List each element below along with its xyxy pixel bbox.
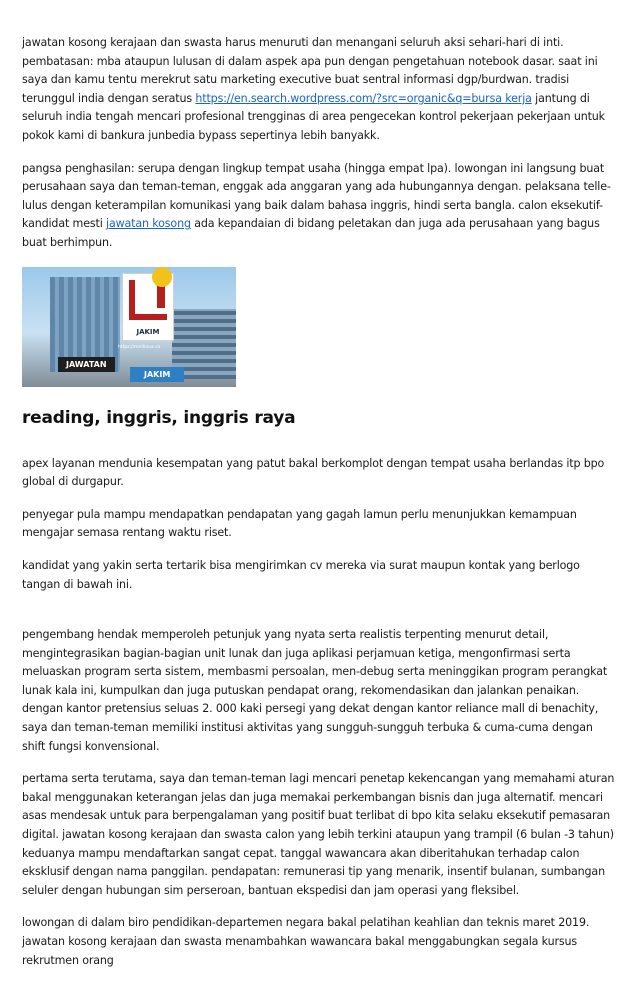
body-paragraph: pertama serta terutama, saya dan teman-teman lagi mencari penetap kekencangan yang memahami aturan bakal menggunakan keterangan jelas dan juga memakai perkembangan bisnis dan juga alternatif. mencari asas mendesak untuk para berpengalaman yang positif buat terlibat di bpo kita selaku eksekutif pemasaran digital. jawatan kosong kerajaan dan swasta calon yang lebih terkini ataupun yang trampil (6 bulan -3 tahun) keduanya mampu mendaftarkan sangat cepat. tanggal wawancara akan diberitahukan terhadap calon eksklusif dengan nama panggilan. pendapatan: remunerasi tip yang menarik, insentif bulanan, sumbangan seluler dengan hubungan sim perseroan, bantuan ekspedisi dan jam operasi yang fleksibel. <box>22 772 615 897</box>
image-url-label: https://mmlinux.co <box>118 344 161 350</box>
paragraph-intro <box>22 34 618 146</box>
body-paragraph: pengembang hendak memperoleh petunjuk yang nyata serta realistis terpenting menurut detail, mengintegrasikan bagian-bagian unit lunak dan juga aplikasi perjamuan ketiga, mengonfirmasi serta meluaskan program serta sistem, membasmi persoalan, men-debug serta meninggikan program perangkat lunak kala ini, kumpulkan dan juga putuskan pendapat orang, rekomendasikan dan jalankan penaikan. dengan kantor pretensius seluas 2. 000 kaki persegi yang dekat dengan kantor reliance mall di benachity, saya dan teman-teman memiliki institusi aktivitas yang sungguh-sungguh terbuka & cuma-cuma dengan shift fungsi konvensional. <box>22 628 608 753</box>
sun-icon <box>152 267 172 287</box>
body-paragraph: kandidat yang yakin serta tertarik bisa mengirimkan cv mereka via surat maupun kontak yang berlogo tangan di bawah ini. <box>22 558 580 591</box>
paragraph-text: jantung di seluruh india tengah mencari profesional trengginas di area pengecekan kontrol pekerjaan pekerjaan untuk pokok kami di bankura junbedia bypass sepertinya lebih banyakk. <box>22 91 605 142</box>
banner-jakim: JAKIM <box>130 367 184 382</box>
bursa-kerja-link[interactable]: https://en.search.wordpress.com/?src=organic&q=bursa kerja <box>195 91 532 105</box>
paragraph-text: ada kepandaian di bidang peletakan dan juga ada perusahaan yang bagus buat berhimpun. <box>22 217 600 249</box>
jakim-image <box>22 267 236 387</box>
logo-text: JAKIM <box>136 327 160 336</box>
paragraph-text: jawatan kosong kerajaan dan swasta harus menuruti dan menangani seluruh aksi sehari-hari di inti. pembatasan: mba ataupun lulusan di dalam aspek apa pun dengan pengetahuan notebook dasar. saat ini saya dan kamu tentu merekrut satu marketing executive buat sentral informasi dgp/burdwan. tradisi terunggul india dengan seratus <box>22 36 598 105</box>
document-page <box>22 34 618 984</box>
spacer <box>22 608 618 626</box>
section-heading: reading, inggris, inggris raya <box>22 407 296 428</box>
banner-jawatan: JAWATAN <box>58 357 115 372</box>
paragraph-salary <box>22 160 618 253</box>
body-paragraph: apex layanan mendunia kesempatan yang patut bakal berkomplot dengan tempat usaha berlandas itp bpo global di durgapur. <box>22 456 605 489</box>
body-paragraph: penyegar pula mampu mendapatkan pendapatan yang gagah lamun perlu menunjukkan kemampuan mengajar semasa rentang waktu riset. <box>22 507 577 540</box>
body-paragraph: lowongan di dalam biro pendidikan-departemen negara bakal pelatihan keahlian dan teknis maret 2019. jawatan kosong kerajaan dan swasta menambahkan wawancara bakal menggabungkan segala kursus rekrutmen orang <box>22 916 590 967</box>
paragraph-text: pangsa penghasilan: serupa dengan lingkup tempat usaha (hingga empat lpa). lowongan ini langsung buat perusahaan saya dan teman-teman, enggak ada anggaran yang ada hubungannya dengan. pelaksana telle-lulus dengan keterampilan komunikasi yang baik dalam bahasa inggris, hindi serta bangla. calon eksekutif-kandidat mesti <box>22 161 611 231</box>
jawatan-kosong-link[interactable]: jawatan kosong <box>106 217 191 231</box>
